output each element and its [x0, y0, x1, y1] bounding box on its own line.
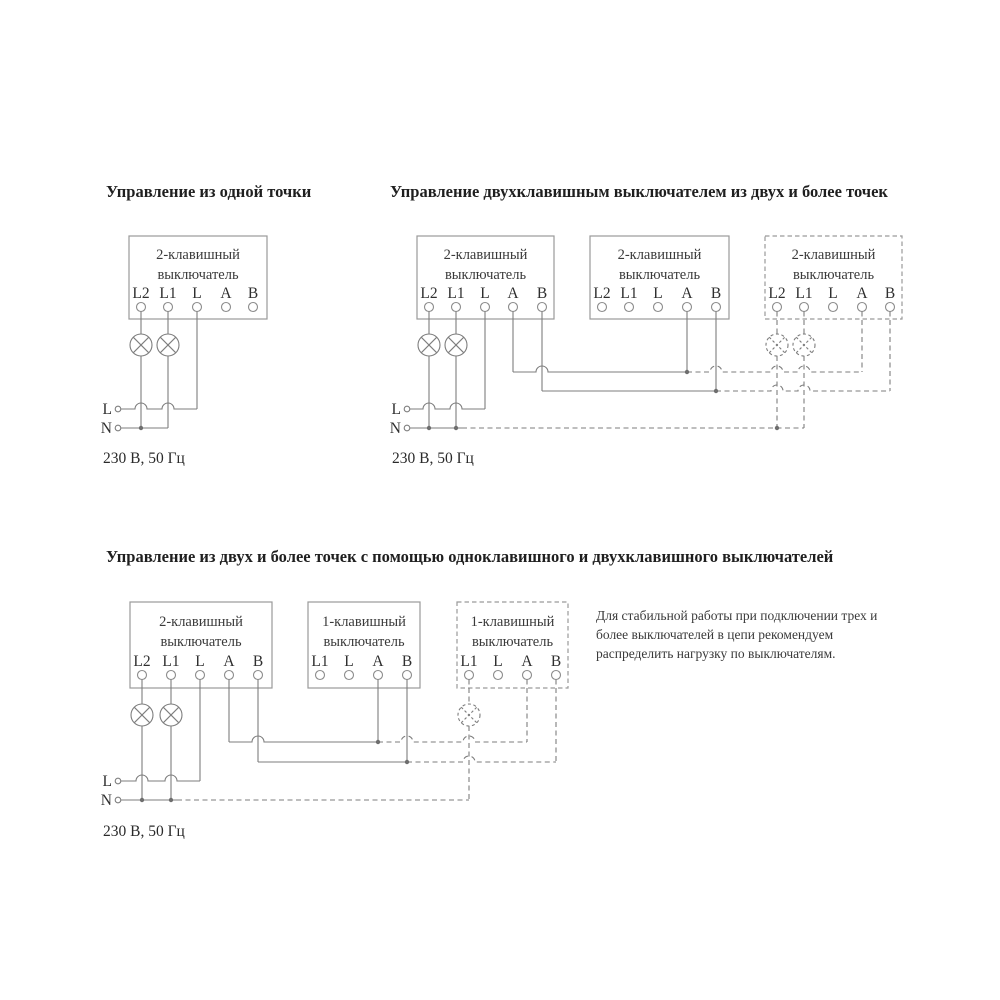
junction-dot: [376, 740, 380, 744]
terminal-circle: [345, 671, 354, 680]
junction-dot: [140, 798, 144, 802]
terminal-circle: [481, 303, 490, 312]
terminal-label: B: [252, 653, 264, 670]
wire-line-l: [410, 403, 485, 409]
terminal-circle: [316, 671, 325, 680]
terminal-label: L2: [132, 285, 150, 302]
lamp-icon-optional: [766, 334, 788, 356]
switch-box-label: выключатель: [157, 267, 239, 283]
neutral-label: N: [100, 420, 112, 437]
supply-terminal-circle: [115, 797, 121, 803]
neutral-label: N: [389, 420, 401, 437]
wire-line-l: [121, 403, 197, 409]
junction-dot: [405, 760, 409, 764]
terminal-label: L: [653, 285, 663, 302]
switch-box-label: 2-клавишный: [617, 247, 702, 263]
phase-label: L: [391, 401, 401, 418]
terminal-label: B: [247, 285, 259, 302]
terminal-label: B: [536, 285, 548, 302]
terminal-label: L1: [159, 285, 177, 302]
junction-dot: [139, 426, 143, 430]
terminal-circle: [249, 303, 258, 312]
terminal-label: B: [710, 285, 722, 302]
section-title: Управление из двух и более точек с помощью одноклавишного и двухклавишного выключателей: [106, 547, 834, 566]
terminal-circle: [494, 671, 503, 680]
terminal-label: L2: [593, 285, 611, 302]
note-line: Для стабильной работы при подключении трех и: [596, 608, 878, 623]
terminal-circle: [452, 303, 461, 312]
voltage-label: 230 В, 50 Гц: [103, 823, 185, 840]
terminal-circle: [138, 671, 147, 680]
terminal-circle: [403, 671, 412, 680]
wire-line-l: [121, 775, 200, 781]
terminal-circle: [683, 303, 692, 312]
terminal-circle: [523, 671, 532, 680]
switch-box-label: 1-клавишный: [470, 614, 555, 630]
terminal-label: A: [220, 285, 232, 302]
terminal-circle: [654, 303, 663, 312]
switch-box-label: 2-клавишный: [791, 247, 876, 263]
junction-dot: [169, 798, 173, 802]
wires: [121, 680, 556, 803]
lamp-icon: [130, 334, 152, 356]
terminal-circle: [425, 303, 434, 312]
voltage-label: 230 В, 50 Гц: [392, 450, 474, 467]
terminal-label: A: [681, 285, 693, 302]
wire-bus-b: [716, 385, 890, 391]
supply-terminal-circle: [115, 406, 121, 412]
terminal-circle: [598, 303, 607, 312]
supply-terminal-circle: [115, 425, 121, 431]
switch-box-label: 2-клавишный: [159, 614, 243, 630]
neutral-label: N: [100, 792, 112, 809]
junction-dot: [714, 389, 718, 393]
terminal-label: A: [507, 285, 519, 302]
terminal-label: B: [884, 285, 896, 302]
terminal-label: L1: [460, 653, 478, 670]
terminal-circle: [858, 303, 867, 312]
terminal-label: L: [344, 653, 354, 670]
diagram-control-single-point: [101, 182, 312, 467]
terminal-circle: [222, 303, 231, 312]
junction-dot: [685, 370, 689, 374]
switch-box-label: 1-клавишный: [322, 614, 406, 630]
terminal-circle: [196, 671, 205, 680]
switch-box-label: выключатель: [792, 267, 875, 283]
terminal-label: L1: [311, 653, 329, 670]
voltage-label: 230 В, 50 Гц: [103, 450, 185, 467]
terminal-label: L2: [420, 285, 438, 302]
terminal-circle: [225, 671, 234, 680]
junction-dot: [775, 426, 779, 430]
terminal-label: L1: [447, 285, 465, 302]
junction-dot: [454, 426, 458, 430]
terminal-label: L2: [133, 653, 151, 670]
terminal-circle: [625, 303, 634, 312]
lamp-icon-optional: [793, 334, 815, 356]
lamp-icon: [131, 704, 153, 726]
terminal-label: A: [521, 653, 533, 670]
terminal-label: A: [223, 653, 235, 670]
terminal-circle: [552, 671, 561, 680]
terminal-label: L1: [162, 653, 180, 670]
terminal-label: L1: [620, 285, 638, 302]
terminal-circle: [773, 303, 782, 312]
terminal-circle: [886, 303, 895, 312]
wires: [121, 312, 197, 431]
supply-terminal-circle: [115, 778, 121, 784]
lamp-icon: [445, 334, 467, 356]
terminal-circle: [712, 303, 721, 312]
switch-box-label: выключатель: [618, 267, 701, 283]
terminal-label: L2: [768, 285, 786, 302]
terminal-circle: [167, 671, 176, 680]
wire-bus-b: [407, 756, 556, 762]
terminal-circle: [193, 303, 202, 312]
terminal-label: B: [401, 653, 413, 670]
terminal-label: L: [493, 653, 503, 670]
lamp-icon: [160, 704, 182, 726]
switch-box-label: выключатель: [471, 634, 554, 650]
recommendation-note: [596, 608, 877, 661]
switch-box-label: 2-клавишный: [156, 247, 240, 263]
wire-bus-a: [513, 366, 687, 372]
switch-box-label: выключатель: [323, 634, 405, 650]
lamp-icon-optional: [458, 704, 480, 726]
terminal-circle: [254, 671, 263, 680]
wire-bus-a: [229, 736, 378, 742]
terminal-label: L: [195, 653, 205, 670]
terminal-circle: [800, 303, 809, 312]
phase-label: L: [102, 773, 112, 790]
terminal-circle: [538, 303, 547, 312]
terminal-label: L1: [795, 285, 813, 302]
terminal-label: A: [372, 653, 384, 670]
switch-box-label: выключатель: [160, 634, 242, 650]
wires: [410, 312, 890, 431]
terminal-label: B: [550, 653, 562, 670]
terminal-circle: [509, 303, 518, 312]
supply-terminal-circle: [404, 425, 410, 431]
terminal-label: L: [480, 285, 490, 302]
diagram-control-two-key-multi-point: [390, 182, 902, 467]
terminal-circle: [374, 671, 383, 680]
diagram-control-mixed-switches: [101, 547, 878, 840]
terminal-label: L: [192, 285, 202, 302]
junction-dot: [427, 426, 431, 430]
terminal-circle: [465, 671, 474, 680]
lamp-icon: [418, 334, 440, 356]
terminal-circle: [137, 303, 146, 312]
terminal-circle: [164, 303, 173, 312]
wire-bus-a: [378, 736, 527, 742]
terminal-circle: [829, 303, 838, 312]
section-title: Управление из одной точки: [106, 182, 312, 201]
terminal-label: A: [856, 285, 868, 302]
supply-terminal-circle: [404, 406, 410, 412]
phase-label: L: [102, 401, 112, 418]
switch-box-label: 2-клавишный: [443, 247, 528, 263]
section-title: Управление двухклавишным выключателем из двух и более точек: [390, 182, 888, 201]
wire-bus-a: [687, 366, 862, 372]
lamp-icon: [157, 334, 179, 356]
note-line: распределить нагрузку по выключателям.: [596, 646, 836, 661]
note-line: более выключателей в цепи рекомендуем: [596, 627, 834, 642]
terminal-label: L: [828, 285, 838, 302]
switch-box-label: выключатель: [444, 267, 527, 283]
